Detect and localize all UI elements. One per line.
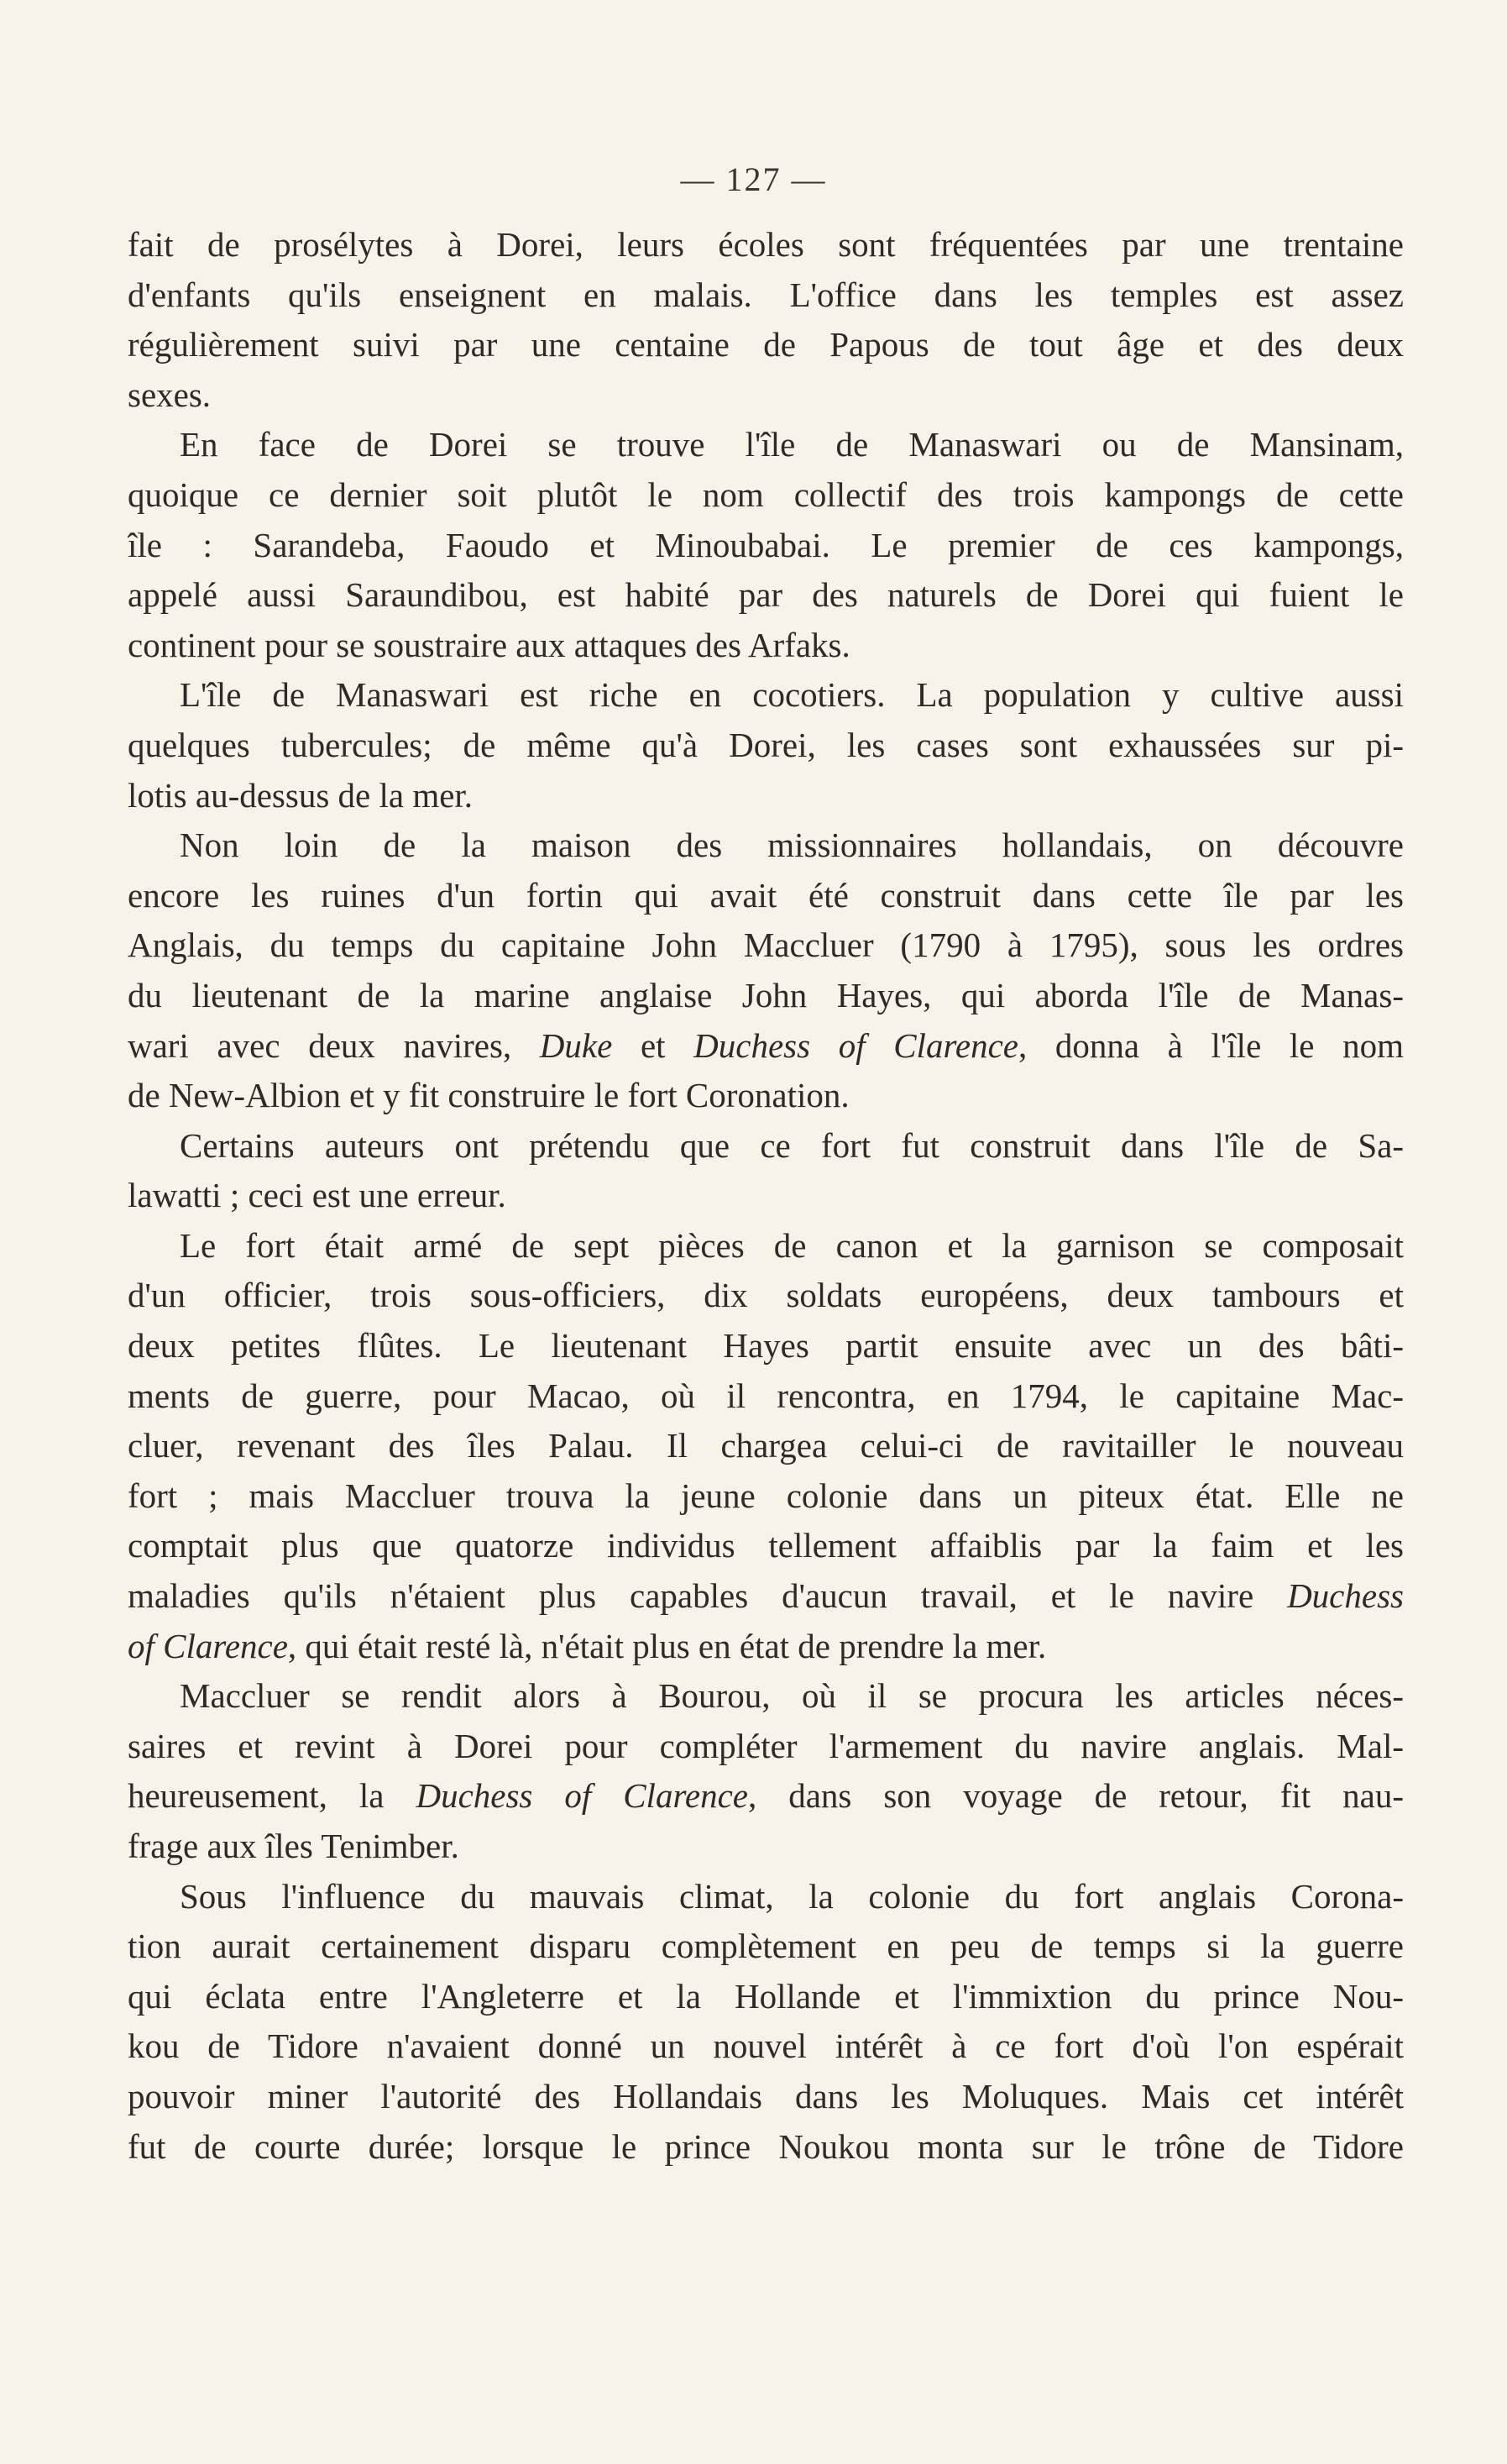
text-run: , donna à l'île le nom	[1018, 1025, 1404, 1065]
text-line: d'enfants qu'ils enseignent en malais. L'office dans les temples est assez	[128, 275, 1404, 314]
text-line: régulièrement suivi par une centaine de Papous de tout âge et des deux	[128, 325, 1404, 364]
text-line: Anglais, du temps du capitaine John Maccluer (1790 à 1795), sous les ordres	[128, 925, 1404, 965]
text-line: lotis au-dessus de la mer.	[128, 775, 474, 815]
text-line: continent pour se soustraire aux attaques des Arfaks.	[128, 625, 850, 664]
text-line: fut de courte durée; lorsque le prince Noukou monta sur le trône de Tidore	[128, 2126, 1404, 2166]
text-line: Non loin de la maison des missionnaires hollandais, on découvre	[180, 826, 1404, 865]
text-line: saires et revint à Dorei pour compléter l'armement du navire anglais. Mal-	[128, 1726, 1404, 1765]
text-line: pouvoir miner l'autorité des Hollandais dans les Moluques. Mais cet intérêt	[128, 2076, 1404, 2115]
text-line	[128, 1571, 1404, 1622]
text-line: Maccluer se rendit alors à Bourou, où il se procura les articles néces-	[180, 1676, 1404, 1716]
text-line: deux petites flûtes. Le lieutenant Hayes partit ensuite avec un des bâti-	[128, 1326, 1404, 1366]
text-line: encore les ruines d'un fortin qui avait été construit dans cette île par les	[128, 875, 1404, 915]
text-line: ments de guerre, pour Macao, où il rencontra, en 1794, le capitaine Mac-	[128, 1376, 1404, 1415]
text-line: cluer, revenant des îles Palau. Il chargea celui-ci de ravitailler le nouveau	[128, 1426, 1404, 1465]
text-line: île : Sarandeba, Faoudo et Minoubabai. Le premier de ces kampongs,	[128, 525, 1404, 564]
text-line: du lieutenant de la marine anglaise John Hayes, qui aborda l'île de Manas-	[128, 975, 1404, 1014]
text-run: maladies qu'ils n'étaient plus capables d'aucun travail, et le navire	[128, 1576, 1288, 1616]
text-run: heureusement, la	[128, 1776, 416, 1816]
text-run: , qui était resté là, n'était plus en état de prendre la mer.	[287, 1626, 1047, 1665]
text-line: lawatti ; ceci est une erreur.	[128, 1176, 506, 1215]
text-line: En face de Dorei se trouve l'île de Manaswari ou de Mansinam,	[180, 425, 1404, 464]
text-line	[128, 1622, 1404, 1672]
text-line: sexes.	[128, 375, 212, 414]
text-line: kou de Tidore n'avaient donné un nouvel intérêt à ce fort d'où l'on espérait	[128, 2026, 1404, 2066]
text-line: appelé aussi Saraundibou, est habité par des naturels de Dorei qui fuient le	[128, 575, 1404, 615]
text-run: et	[612, 1025, 694, 1065]
text-line: Le fort était armé de sept pièces de canon et la garnison se composait	[180, 1225, 1404, 1265]
text-line: fait de prosélytes à Dorei, leurs écoles sont fréquentées par une trentaine	[128, 225, 1404, 264]
text-line: frage aux îles Tenimber.	[128, 1827, 459, 1865]
ship-name: Duke	[539, 1025, 613, 1065]
text-line: Certains auteurs ont prétendu que ce fort fut construit dans l'île de Sa-	[180, 1125, 1404, 1165]
text-line: d'un officier, trois sous-officiers, dix soldats européens, deux tambours et	[128, 1276, 1404, 1315]
page-number: — 127 —	[680, 160, 827, 198]
text-run: wari avec deux navires,	[128, 1025, 540, 1065]
ship-name: of Clarence	[128, 1626, 288, 1665]
text-line: tion aurait certainement disparu complètement en peu de temps si la guerre	[128, 1927, 1404, 1966]
text-line: L'île de Manaswari est riche en cocotiers. La population y cultive aussi	[180, 675, 1404, 715]
ship-name: Duchess	[1287, 1576, 1404, 1616]
text-line: comptait plus que quatorze individus tellement affaiblis par la faim et les	[128, 1526, 1404, 1565]
text-line: de New-Albion et y fit construire le fort Coronation.	[128, 1076, 850, 1115]
text-line: quoique ce dernier soit plutôt le nom collectif des trois kampongs de cette	[128, 474, 1404, 514]
text-line: Sous l'influence du mauvais climat, la colonie du fort anglais Corona-	[180, 1876, 1404, 1916]
text-line: qui éclata entre l'Angleterre et la Hollande et l'immixtion du prince Nou-	[128, 1976, 1404, 2016]
text-line	[128, 1771, 1404, 1822]
text-line: fort ; mais Maccluer trouva la jeune colonie dans un piteux état. Elle ne	[128, 1476, 1404, 1515]
ship-name: Duchess of Clarence	[416, 1776, 748, 1816]
text-line: quelques tubercules; de même qu'à Dorei, les cases sont exhaussées sur pi-	[128, 725, 1404, 764]
body-text	[128, 220, 1404, 2172]
text-run: , dans son voyage de retour, fit nau-	[747, 1776, 1404, 1816]
ship-name: Duchess of Clarence	[693, 1025, 1018, 1065]
text-line	[128, 1021, 1404, 1072]
